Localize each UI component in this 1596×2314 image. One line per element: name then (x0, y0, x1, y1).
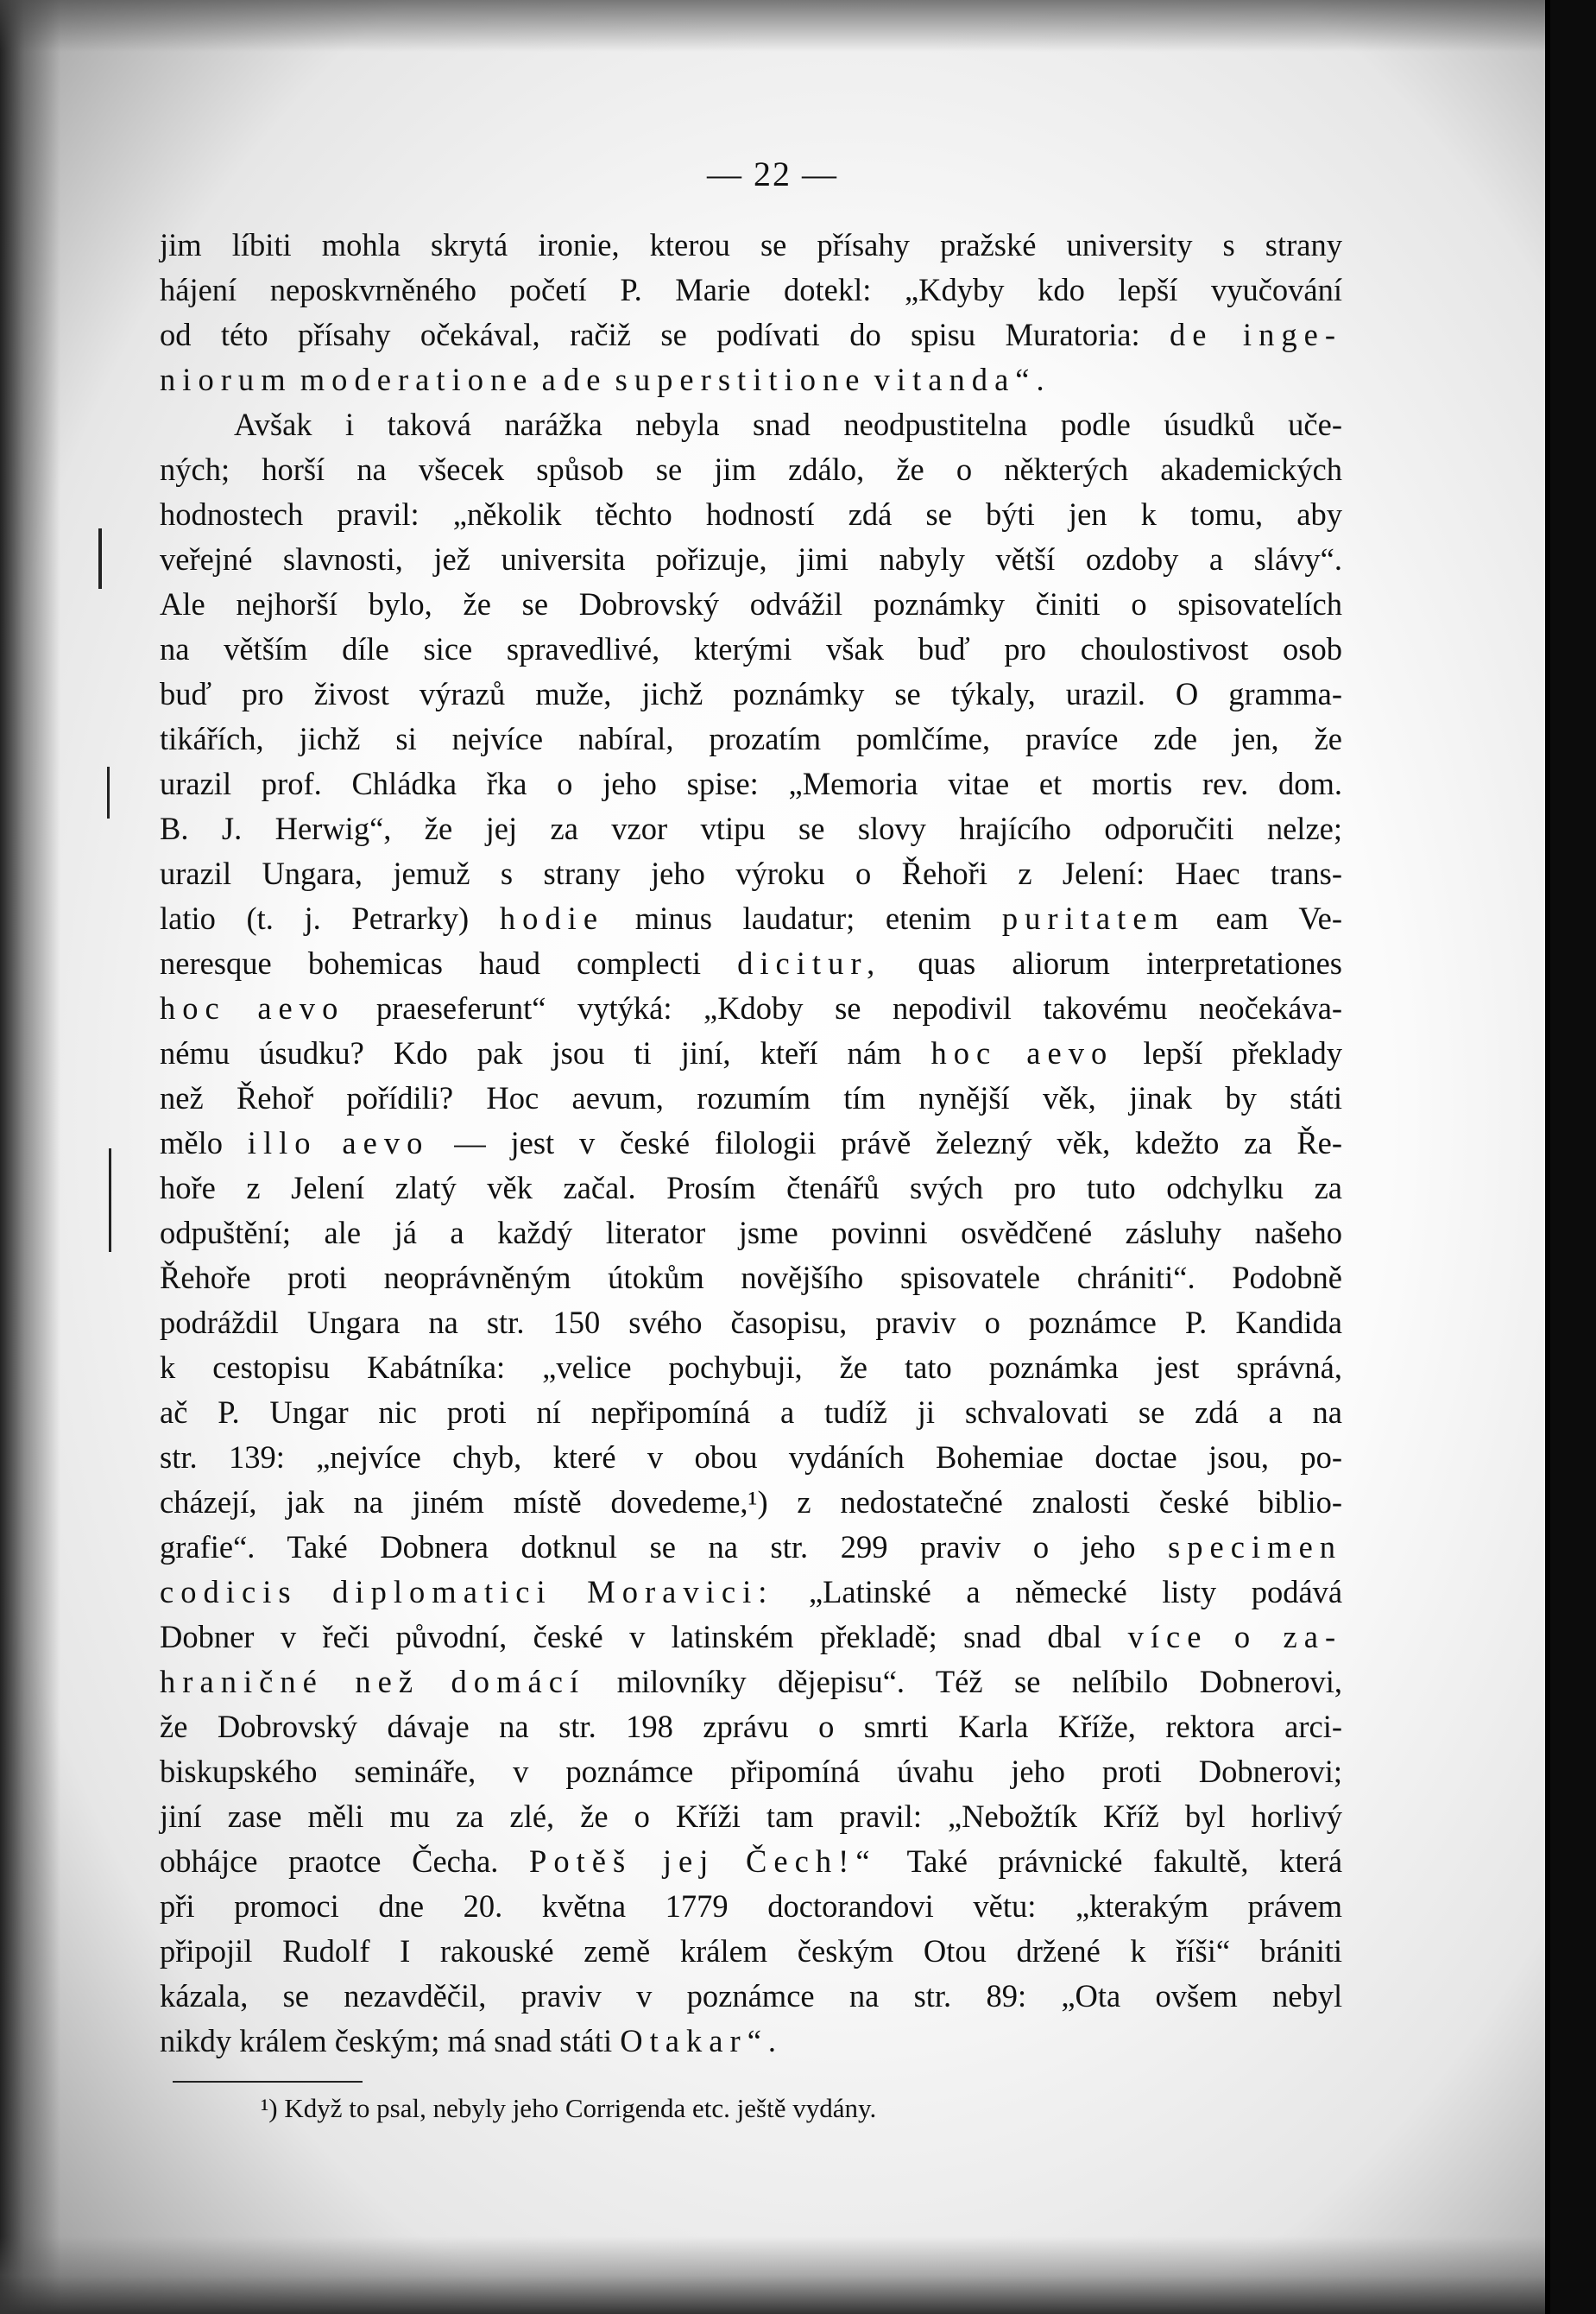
text-line: buď pro živost výrazů muže, jichž poznámky se týkaly, urazil. O gramma- (160, 676, 1342, 711)
text-line: jim líbiti mohla skrytá ironie, kterou se přísahy pražské university s strany (160, 227, 1342, 262)
text-line: hodnostech pravil: „několik těchto hodností zdá se býti jen k tomu, aby (160, 496, 1342, 532)
text-line: tikářích, jichž si nejvíce nabíral, prozatím pomlčíme, pravíce zde jen, že (160, 721, 1342, 756)
footnote-separator (173, 2081, 363, 2083)
text-line: od této přísahy očekával, račiž se podívati do spisu Muratoria: de inge- (160, 317, 1343, 352)
text-line: grafie“. Také Dobnera dotknul se na str. 299 praviv o jeho specimen (160, 1529, 1343, 1565)
text-line: že Dobrovský dávaje na str. 198 zprávu o smrti Karla Kříže, rektora arci- (160, 1709, 1342, 1744)
text-line: při promoci dne 20. května 1779 doctorandovi větu: „kterakým právem (160, 1888, 1342, 1924)
page-number: — 22 — (707, 155, 838, 193)
text-line: biskupského semináře, v poznámce připomíná úvahu jeho proti Dobnerovi; (160, 1754, 1342, 1789)
margin-mark (98, 528, 102, 589)
text-line: hoře z Jelení zlatý věk začal. Prosím čtenářů svých pro tuto odchylku za (160, 1170, 1342, 1205)
text-line: jiní zase měli mu za zlé, že o Kříži tam pravil: „Nebožtík Kříž byl horlivý (160, 1799, 1342, 1834)
page-shadow-left (0, 0, 60, 2314)
text-line: veřejné slavnosti, jež universita pořizuje, jimi nabyly větší ozdoby a slávy“. (160, 541, 1342, 577)
scan-border-right (1545, 0, 1596, 2314)
text-line: hájení neposkvrněného početí P. Marie dotekl: „Kdyby kdo lepší vyučování (160, 272, 1342, 307)
text-line: urazil prof. Chládka řka o jeho spise: „Memoria vitae et mortis rev. dom. (160, 766, 1342, 801)
text-line: neresque bohemicas haud complecti dicitur, quas aliorum interpretationes (160, 945, 1342, 981)
text-line: latio (t. j. Petrarky) hodie minus laudatur; etenim puritatem eam Ve- (160, 901, 1342, 936)
margin-mark (109, 1148, 111, 1252)
text-line: cházejí, jak na jiném místě dovedeme,¹) z nedostatečné znalosti české biblio- (160, 1484, 1342, 1520)
text-line: ač P. Ungar nic proti ní nepřipomíná a tudíž ji schvalovati se zdá a na (160, 1394, 1342, 1430)
text-line: podráždil Ungara na str. 150 svého časopisu, praviv o poznámce P. Kandida (160, 1305, 1342, 1340)
footnote-marker: ¹) (261, 2093, 278, 2123)
text-line: codicis diplomatici Moravici: „Latinské a německé listy podává (160, 1574, 1343, 1609)
text-line: urazil Ungara, jemuž s strany jeho výroku o Řehoři z Jelení: Haec trans- (160, 856, 1342, 891)
body-text (160, 223, 1342, 2064)
text-line: kázala, se nezavděčil, praviv v poznámce na str. 89: „Ota ovšem nebyl (160, 1978, 1343, 2014)
text-line: než Řehoř pořídili? Hoc aevum, rozumím tím nynější věk, jinak by státi (160, 1080, 1342, 1116)
text-line: obhájce praotce Čecha. Potěš jej Čech!“ Také právnické fakultě, která (160, 1843, 1343, 1879)
text-line: str. 139: „nejvíce chyb, které v obou vydáních Bohemiae doctae jsou, po- (160, 1439, 1342, 1475)
text-line: připojil Rudolf I rakouské země králem českým Otou držené k říši“ brániti (160, 1933, 1342, 1969)
text-line: hraničné než domácí milovníky dějepisu“. Též se nelíbilo Dobnerovi, (160, 1664, 1343, 1699)
text-line: Řehoře proti neoprávněným útokům novějšího spisovatele chrániti“. Podobně (160, 1260, 1342, 1295)
text-line: B. J. Herwig“, že jej za vzor vtipu se slovy hrajícího odporučiti nelze; (160, 811, 1342, 846)
page-shadow-bottom (0, 2236, 1545, 2314)
text-line: nikdy králem českým; má snad státi Otakar“. (160, 2023, 784, 2058)
text-line: Ale nejhorší bylo, že se Dobrovský odvážil poznámky činiti o spisovatelích (160, 586, 1342, 622)
footnote-text: Když to psal, nebyly jeho Corrigenda etc. ještě vydány. (284, 2093, 877, 2123)
text-line: mělo illo aevo — jest v české filologii právě železný věk, kdežto za Ře- (160, 1125, 1343, 1160)
text-line: ných; horší na všecek spůsob se jim zdálo, že o některých akademických (160, 452, 1342, 487)
text-line: hoc aevo praeseferunt“ vytýká: „Kdoby se nepodivil takovému neočekáva- (160, 990, 1343, 1026)
footnote (261, 2090, 876, 2127)
text-line: na větším díle sice spravedlivé, kterými však buď pro choulostivost osob (160, 631, 1342, 667)
text-line: odpuštění; ale já a každý literator jsme povinni osvědčené zásluhy našeho (160, 1215, 1342, 1250)
text-line: Dobner v řeči původní, české v latinském překladě; snad dbal více o za- (160, 1619, 1343, 1654)
text-line: niorum moderatione a de superstitione vitanda“. (160, 362, 1051, 397)
text-line: Avšak i taková narážka nebyla snad neodpustitelna podle úsudků uče- (234, 407, 1342, 442)
page-shadow-top (0, 0, 1545, 52)
margin-mark (107, 767, 110, 819)
text-line: nému úsudku? Kdo pak jsou ti jiní, kteří nám hoc aevo lepší překlady (160, 1035, 1343, 1071)
text-line: k cestopisu Kabátníka: „velice pochybuji, že tato poznámka jest správná, (160, 1350, 1342, 1385)
